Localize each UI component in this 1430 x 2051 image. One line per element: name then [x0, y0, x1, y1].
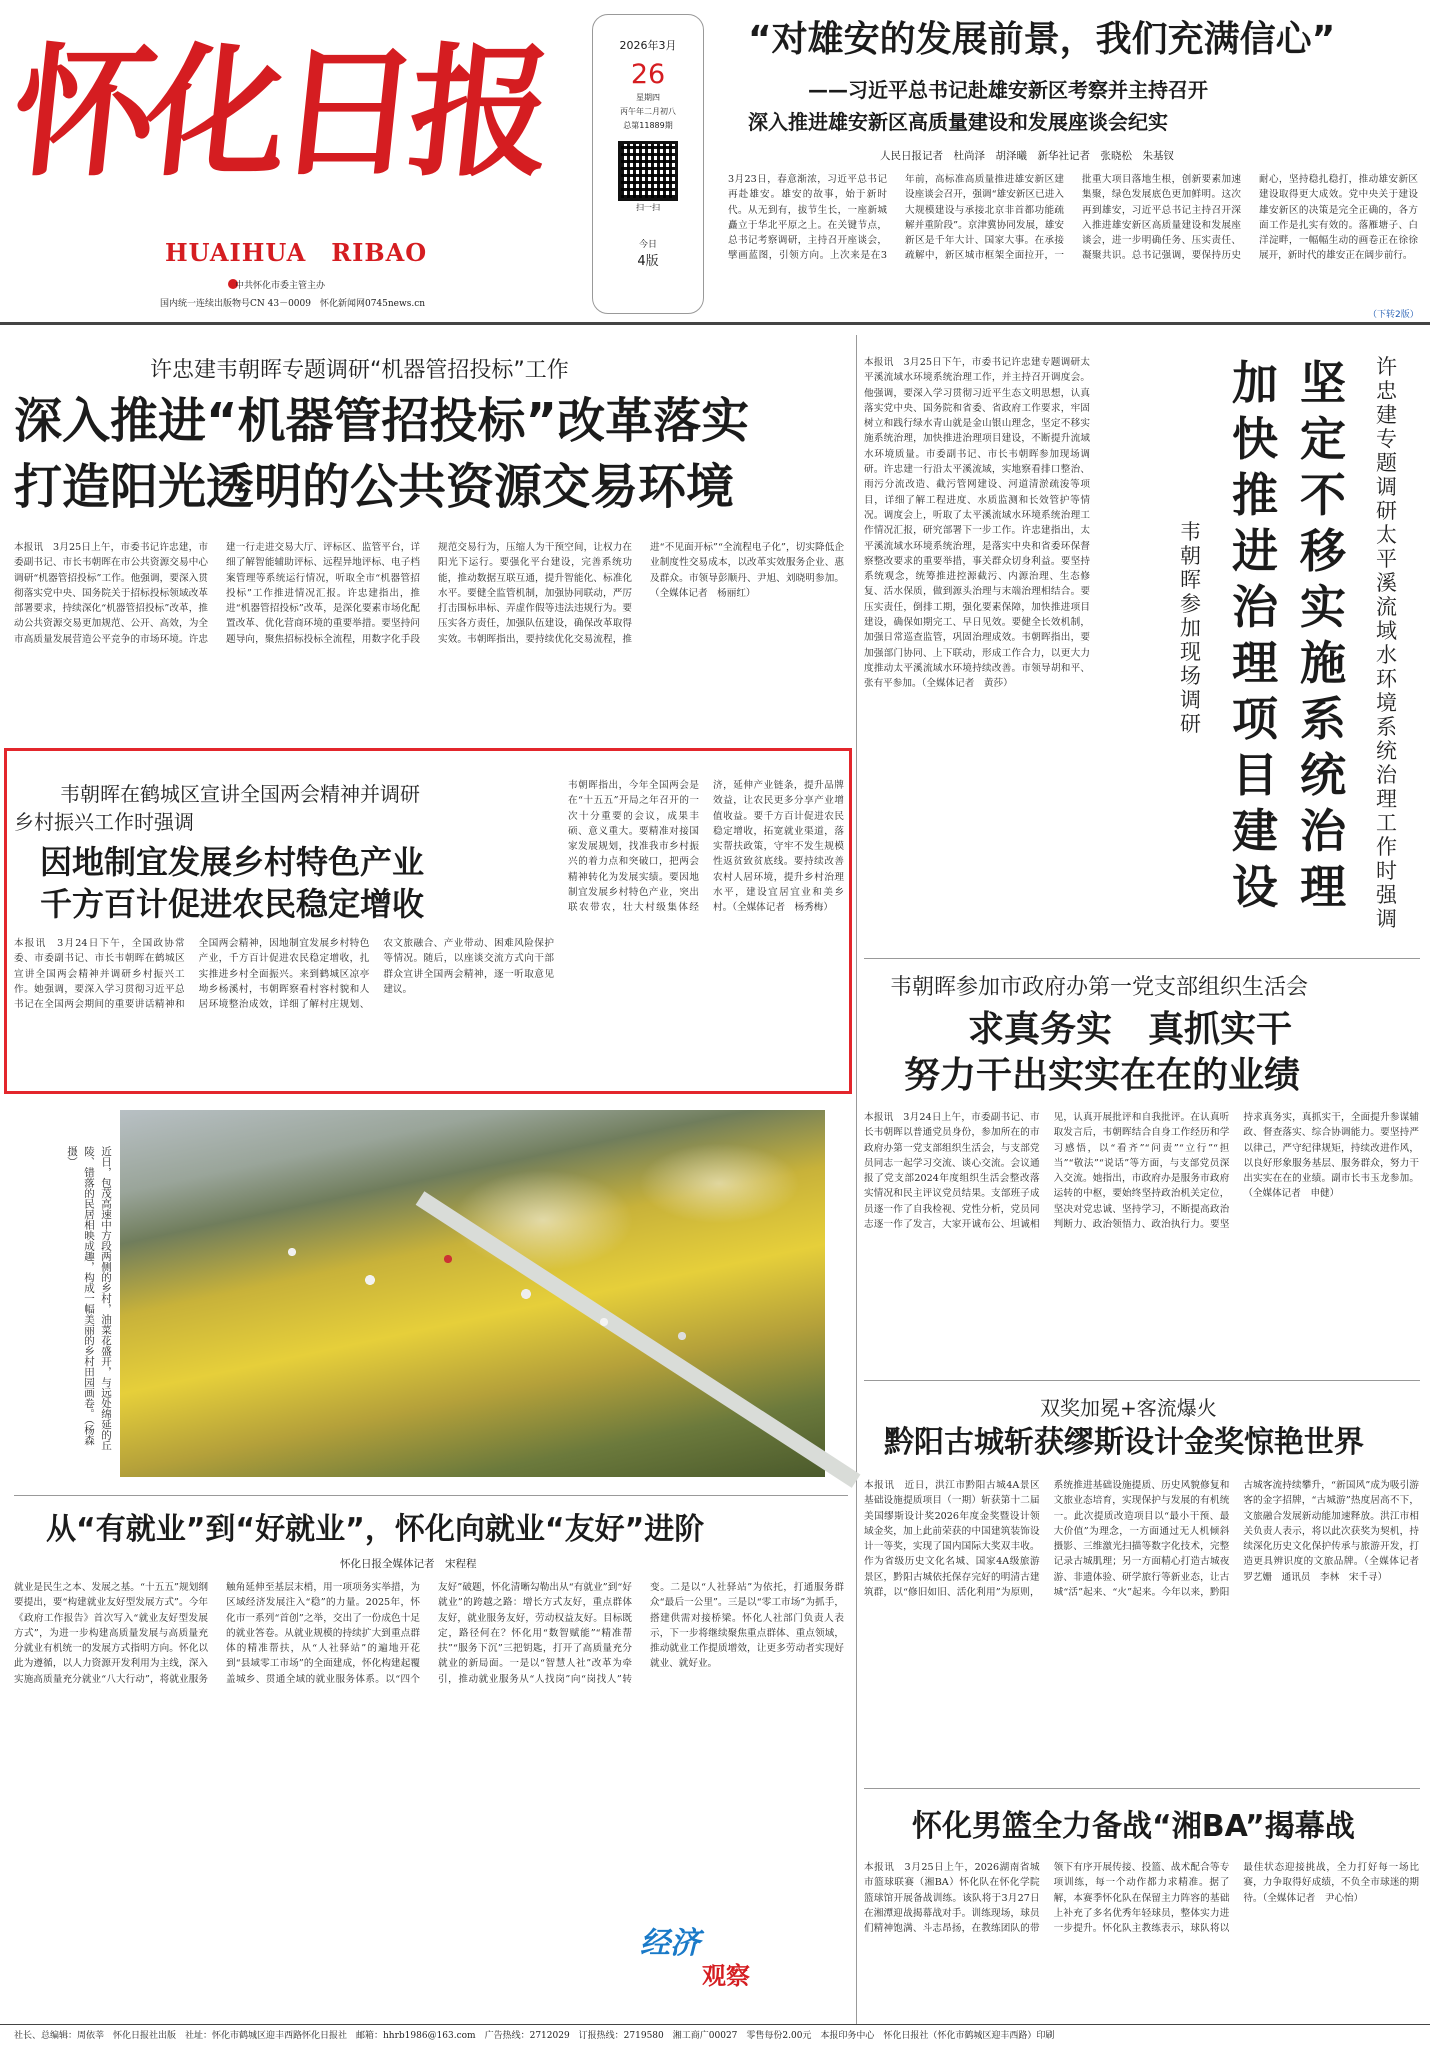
date-lunar: 丙午年二月初八 [620, 107, 676, 116]
econ-logo-text1: 经济 [640, 1926, 700, 1961]
article5-body: 就业是民生之本、发展之基。“十五五”规划纲要提出，要“构建就业友好型发展方式”。今年《政府工作报告》首次写入“就业友好型发展方式”，为进一步构建高质量发展与高质量充分就业有机统一的发展方式指明方向。怀化以此为遵循，以人力资源开发利用为主线，深入实施高质量充分就业“八大行动”，将就业服务触角延伸至基层末梢，用一项项务实举措，为区域经济发展注入“稳”的力量。2025年，怀化市一系列“首创”之举，交出了一份成色十足的就业答卷。从就业规模的持续扩大到重点群体的精准帮扶，从“人社驿站”的遍地开花到“县域零工市场”的全面建成，怀化构建起覆盖城乡、贯通全域的就业服务体系。以“四个友好”破题，怀化清晰勾勒出从“有就业”到“好就业”的跨越之路：增长方式友好，重点群体友好，就业服务友好，劳动权益友好。目标既定，路径何在？怀化用“数智赋能”“精准帮扶”“服务下沉”三把钥匙，打开了高质量充分就业的新局面。一是以“智慧人社”改革为牵引，推动就业服务从“人找岗”向“岗找人”转变。二是以“人社驿站”为依托，打通服务群众“最后一公里”。三是以“零工市场”为抓手，搭建供需对接桥梁。怀化人社部门负责人表示，下一步将继续聚焦重点群体、重点领域，推动就业工作提质增效，让更多劳动者实现好就业、就好业。 [14, 1582, 844, 1685]
publisher-line: 中共怀化市委主管主办 [235, 281, 326, 291]
article1-title-line2[interactable]: 打造阳光透明的公共资源交易环境 [14, 459, 735, 515]
photo-caption: 近日，包茂高速中方段两侧的乡村，油菜花盛开，与远处绵延的丘陵、错落的民居相映成趣，构成一幅美丽的乡村田园画卷。（杨森 摄） [66, 1146, 112, 1456]
article4-kicker: 韦朝晖参加市政府办第一党支部组织生活会 [890, 975, 1309, 1000]
qr-code-icon[interactable] [618, 141, 678, 201]
article4-title-line2[interactable]: 努力干出实实在在的业绩 [904, 1054, 1301, 1096]
article3-headline-line2[interactable]: 加快推进治理项目建设 [1232, 356, 1278, 914]
article7-body: 本报讯 3月25日上午，2026湖南省城市篮球联赛（湘BA）怀化队在怀化学院篮球馆开展备战训练。该队将于3月27日在湘潭迎战揭幕战对手。训练现场，球员们精神饱满、斗志昂扬，在教练团队的带领下有序开展传接、投篮、战术配合等专项训练，每一个动作都力求精准。据了解，本赛季怀化队在保留主力阵容的基础上补充了多名优秀年轻球员，整体实力进一步提升。怀化队主教练表示，球队将以最佳状态迎接挑战，全力打好每一场比赛，力争取得好成绩，不负全市球迷的期待。（全媒体记者 尹心怡） [864, 1862, 1419, 1935]
cn-registration: 国内统一连续出版物号CN 43－0009 怀化新闻网0745news.cn [160, 299, 426, 309]
top-story-headline[interactable]: “对雄安的发展前景，我们充满信心” [748, 19, 1336, 60]
article7-title[interactable]: 怀化男篮全力备战“湘BA”揭幕战 [912, 1809, 1355, 1844]
masthead-pinyin: HUAIHUA RIBAO [165, 238, 428, 267]
section-divider [864, 958, 1420, 959]
article3-body: 本报讯 3月25日下午，市委书记许忠建专题调研太平溪流域水环境系统治理工作，并主持召开调度会。他强调，要深入学习贯彻习近平生态文明思想，认真落实党中央、国务院和省委、省政府工作要求，牢固树立和践行绿水青山就是金山银山理念，坚定不移实施系统治理，加快推进治理项目建设，不断提升流域水环境质量。市委副书记、市长韦朝晖参加现场调研。许忠建一行沿太平溪流域，实地察看排口整治、雨污分流改造、截污管网建设、河道清淤疏浚等项目，详细了解工程进度、水质监测和长效管护等情况。调度会上，听取了太平溪流域水环境系统治理工作情况汇报，研究部署下一步工作。许忠建指出，太平溪流域水环境系统治理，是落实中央和省委环保督察整改要求的重要举措，事关群众切身利益。要坚持系统观念，统筹推进控源截污、内源治理、生态修复、活水保质，做到源头治理与末端治理相结合。要压实责任，倒排工期，强化要素保障，加快推进项目建设，确保如期完工、早日见效。要健全长效机制，加强日常巡查监管，巩固治理成效。韦朝晖指出，要加强部门协同、上下联动，形成工作合力，以更大力度推动太平溪流域水环境持续改善。市领导胡和平、张有平参加。（全媒体记者 黄莎） [864, 357, 1090, 690]
article4-body: 本报讯 3月24日上午，市委副书记、市长韦朝晖以普通党员身份，参加所在的市政府办第一党支部组织生活会，与支部党员同志一起学习交流、谈心交流。会议通报了党支部2024年度组织生活会整改落实情况和民主评议党员结果。支部班子成员逐一作了自我检视、党性分析，党员同志逐一作了发言，大家开诚布公、坦诚相见，认真开展批评和自我批评。在认真听取发言后，韦朝晖结合自身工作经历和学习感悟，以“看齐”“问责”“立行”“担当”“敬法”“说话”等方面，与支部党员深入交流。她指出，市政府办是服务市政府运转的中枢，要始终坚持政治机关定位，坚决对党忠诚、坚持学习，不断提高政治判断力、政治领悟力、政治执行力。要坚持求真务实，真抓实干，全面提升参谋辅政、督查落实、综合协调能力。要坚持严以律己，严守纪律规矩，持续改进作风，以良好形象服务基层、服务群众，努力干出实实在在的业绩。副市长韦玉龙参加。（全媒体记者 申健） [864, 1112, 1419, 1231]
date-day: 26 [630, 59, 666, 90]
article5-byline: 怀化日报全媒体记者 宋程程 [340, 1558, 477, 1570]
article3-headline-line1[interactable]: 坚定不移实施系统治理 [1300, 356, 1346, 914]
econ-logo-text2: 观察 [702, 1962, 750, 1990]
top-story-subtitle-2: 深入推进雄安新区高质量建设和发展座谈会纪实 [748, 110, 1168, 134]
article6-title[interactable]: 黔阳古城斩获缪斯设计金奖惊艳世界 [884, 1425, 1364, 1460]
article3-subtitle: 韦朝晖参加现场调研 [1180, 520, 1201, 736]
top-story-body: 3月23日，春意渐浓，习近平总书记再赴雄安。雄安的故事，始于新时代。从无到有，拔节生长，一座新城矗立于华北平原之上。在关键节点，总书记考察调研，主持召开座谈会，擘画蓝图，引领方向。上次来是在3年前，高标准高质量推进雄安新区建设座谈会召开，强调“雄安新区已进入大规模建设与承接北京非首都功能疏解并重阶段”。京津冀协同发展，雄安新区是千年大计、国家大事。在承接疏解中，新区城市框架全面拉开，一批重大项目落地生根，创新要素加速集聚，绿色发展底色更加鲜明。这次再到雄安，习近平总书记主持召开深入推进雄安新区高质量建设和发展座谈会，进一步明确任务、压实责任、凝聚共识。总书记强调，要保持历史耐心，坚持稳扎稳打，推动雄安新区建设取得更大成效。党中央关于建设雄安新区的决策是完全正确的，各方面工作是扎实有效的。落雁塘子、白洋淀畔，一幅幅生动的画卷正在徐徐展开，新时代的雄安正在阔步前行。 [728, 174, 1418, 262]
edition-count: 4版 [637, 254, 659, 269]
qr-caption: 扫一扫 [636, 203, 660, 212]
date-box [592, 14, 704, 314]
top-story-byline: 人民日报记者 杜尚泽 胡泽曦 新华社记者 张晓松 朱基钗 [880, 150, 1174, 162]
article2-kicker-line1: 韦朝晖在鹤城区宣讲全国两会精神并调研 [60, 782, 420, 806]
article2-title-line2[interactable]: 千方百计促进农民稳定增收 [40, 885, 425, 923]
masthead-title: 怀化日报 [5, 30, 551, 196]
rapeseed-field-photo[interactable] [120, 1110, 825, 1477]
article1-kicker: 许忠建韦朝晖专题调研“机器管招投标”工作 [150, 358, 569, 383]
economy-watch-logo-icon [640, 1918, 770, 1998]
section-divider [864, 1788, 1420, 1789]
masthead-divider [0, 322, 1430, 325]
section-divider [14, 1495, 848, 1496]
article5-title[interactable]: 从“有就业”到“好就业”，怀化向就业“友好”进阶 [46, 1512, 705, 1547]
footer-divider [0, 2024, 1430, 2025]
article1-body: 本报讯 3月25日上午，市委书记许忠建，市委副书记、市长韦朝晖在市公共资源交易中心调研“机器管招投标”工作。他强调，要深入贯彻落实党中央、国务院关于招标投标领域改革部署要求，持续深化“机器管招投标”改革，推动公共资源交易更加规范、公开、高效，为全市高质量发展营造公平竞争的市场环境。许忠建一行走进交易大厅、评标区、监管平台，详细了解智能辅助评标、远程异地评标、电子档案管理等系统运行情况，听取全市“机器管招投标”工作推进情况汇报。许忠建指出，推进“机器管招投标”改革，是深化要素市场化配置改革、优化营商环境的重要举措。要坚持问题导向，聚焦招标投标全流程，用数字化手段规范交易行为，压缩人为干预空间，让权力在阳光下运行。要强化平台建设，完善系统功能，推动数据互联互通，提升智能化、标准化水平。要健全监管机制，加强协同联动，严厉打击围标串标、弄虚作假等违法违规行为。要压实各方责任，加强队伍建设，确保改革取得实效。韦朝晖指出，要持续优化交易流程，推进“不见面开标”“全流程电子化”，切实降低企业制度性交易成本，以改革实效服务企业、惠及群众。市领导彭顺丹、尹旭、刘晓明参加。（全媒体记者 杨丽红） [14, 542, 844, 645]
article2-body-left: 本报讯 3月24日下午，全国政协常委、市委副书记、市长韦朝晖在鹤城区宣讲全国两会精神并调研乡村振兴工作。她强调，要深入学习贯彻习近平总书记在全国两会期间的重要讲话精神和全国两会精神，因地制宜发展乡村特色产业，千方百计促进农民稳定增收，扎实推进乡村全面振兴。来到鹤城区凉亭坳乡杨溪村，韦朝晖察看村容村貌和人居环境整治成效，详细了解村庄规划、农文旅融合、产业带动、困难风险保护等情况。随后，以座谈交流方式向干部群众宣讲全国两会精神，逐一听取意见建议。 [14, 938, 554, 1011]
date-weekday: 星期四 [636, 93, 660, 102]
column-divider [856, 335, 857, 2025]
article2-kicker-line2: 乡村振兴工作时强调 [14, 810, 194, 834]
article3-kicker: 许忠建专题调研太平溪流域水环境系统治理工作时强调 [1376, 355, 1397, 931]
article6-body: 本报讯 近日，洪江市黔阳古城4A景区基础设施提质项目（一期）斩获第十二届美国缪斯设计奖2026年度金奖暨设计领域金奖，加上此前荣获的中国建筑装饰设计一等奖，实现了国内国际大奖双丰收。作为省级历史文化名城、国家4A级旅游景区，黔阳古城依托保存完好的明清古建筑群，以“修旧如旧、活化利用”为原则，系统推进基础设施提质、历史风貌修复和文旅业态培育，实现保护与发展的有机统一。此次提质改造项目以“最小干预、最大价值”为理念，一方面通过无人机倾斜摄影、三维激光扫描等数字化技术，完整记录古城肌理；另一方面精心打造古城夜游、非遗体验、研学旅行等新业态，让古城“活”起来、“火”起来。今年以来，黔阳古城客流持续攀升，“新国风”成为吸引游客的金字招牌，“古城游”热度居高不下，文旅融合发展新动能加速释放。洪江市相关负责人表示，将以此次获奖为契机，持续深化历史文化保护传承与旅游开发，打造更具辨识度的文旅品牌。（全媒体记者 罗艺姗 通讯员 李林 宋千寻） [864, 1480, 1429, 1599]
article1-title-line1[interactable]: 深入推进“机器管招投标”改革落实 [14, 393, 750, 449]
date-year-month: 2026年3月 [619, 39, 677, 52]
section-divider [864, 1380, 1420, 1381]
article2-body-right: 韦朝晖指出，今年全国两会是在“十五五”开局之年召开的一次十分重要的会议，成果丰硕、意义重大。要精准对接国家发展规划，找准我市乡村振兴的着力点和突破口，把两会精神转化为发展实绩。要因地制宜发展乡村特色产业，突出联农带农，壮大村级集体经济，延伸产业链条，提升品牌效益，让农民更多分享产业增值收益。要千方百计促进农民稳定增收，拓宽就业渠道，落实帮扶政策，守牢不发生规模性返贫致贫底线。要持续改善农村人居环境，提升乡村治理水平，建设宜居宜业和美乡村。（全媒体记者 杨秀梅） [568, 780, 844, 914]
imprint-footer: 社长、总编辑：周依莘 怀化日报社出版 社址：怀化市鹤城区迎丰西路怀化日报社 邮箱：hhrb1986@163.com 广告热线：2712029 订报热线：2719580 湘工商广00027 零售每份2.00元 本报印务中心 怀化日报社（怀化市鹤城区迎丰西路）印刷 [14, 2031, 1055, 2041]
article4-title-line1[interactable]: 求真务实 真抓实干 [968, 1008, 1293, 1050]
issue-number: 总第11889期 [623, 121, 673, 130]
today-label: 今日 [638, 240, 657, 250]
top-story-subtitle-1: ——习近平总书记赴雄安新区考察并主持召开 [808, 78, 1208, 102]
article2-title-line1[interactable]: 因地制宜发展乡村特色产业 [40, 843, 425, 881]
article6-kicker: 双奖加冕+客流爆火 [1040, 1396, 1217, 1420]
continued-link[interactable]: （下转2版） [1368, 310, 1419, 320]
village-houses-in-photo [240, 1210, 760, 1350]
